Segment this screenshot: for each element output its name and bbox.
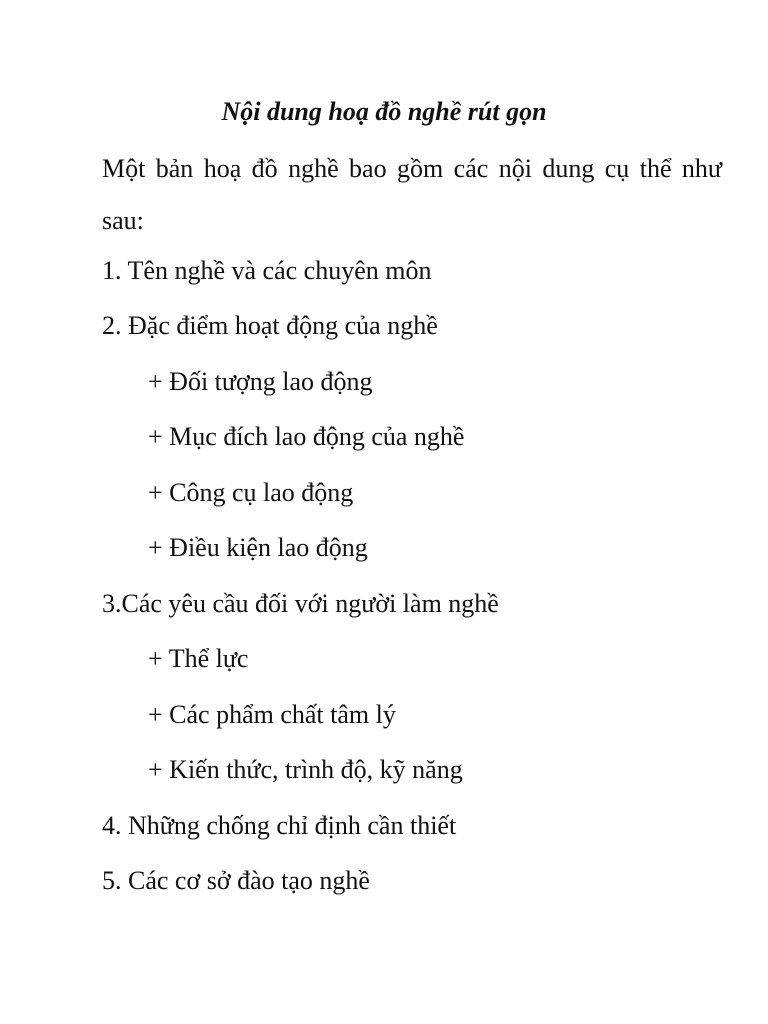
- list-item-co-so-dao-tao: 5. Các cơ sở đào tạo nghề: [102, 866, 370, 895]
- list-item-yeu-cau: 3.Các yêu cầu đối với người làm nghề: [102, 589, 499, 618]
- sub-item-doi-tuong: + Đối tượng lao động: [148, 367, 373, 396]
- sub-item-muc-dich: + Mục đích lao động của nghề: [148, 422, 465, 451]
- sub-item-pham-chat: + Các phẩm chất tâm lý: [148, 700, 396, 729]
- sub-item-dieu-kien: + Điều kiện lao động: [148, 533, 368, 562]
- list-item-dac-diem: 2. Đặc điểm hoạt động của nghề: [102, 311, 438, 340]
- list-item-chong-chi-dinh: 4. Những chống chỉ định cần thiết: [102, 811, 457, 840]
- sub-item-cong-cu: + Công cụ lao động: [148, 478, 354, 507]
- sub-item-kien-thuc: + Kiến thức, trình độ, kỹ năng: [148, 755, 463, 784]
- sub-item-the-luc: + Thể lực: [148, 644, 249, 673]
- list-item-ten-nghe: 1. Tên nghề và các chuyên môn: [102, 256, 432, 285]
- intro-paragraph: Một bản hoạ đồ nghề bao gồm các nội dung cụ thể như sau:: [102, 154, 722, 235]
- document-title: Nội dung hoạ đồ nghề rút gọn: [221, 97, 547, 126]
